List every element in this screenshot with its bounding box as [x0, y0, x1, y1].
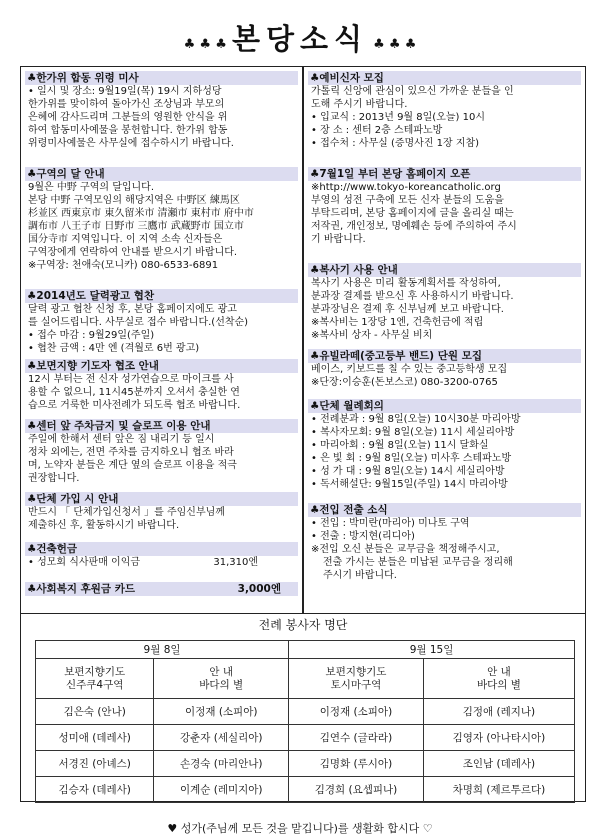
notice-body: [308, 413, 581, 491]
notice-monthly-meetings: [308, 399, 581, 491]
roster-cell: 김명화 (루시아): [289, 751, 424, 777]
roster-cell: 이계순 (레미지아): [154, 777, 289, 803]
roster-cell: 이정재 (소피아): [289, 699, 424, 725]
notice-line: • 장 소 : 센터 2층 스테파노방: [311, 125, 443, 136]
notice-line: • 마리아회 : 9월 8일(오늘) 11시 달화실: [311, 440, 489, 451]
notice-body: [308, 277, 581, 342]
notice-title-row: [25, 582, 298, 596]
notice-title: ♣단체 월례회의: [308, 399, 581, 413]
notice-line: • 접수 마감 : 9월29일(주일): [28, 330, 155, 341]
notice-body: [25, 506, 298, 532]
notice-body: [308, 363, 581, 389]
roster-cell: 성미애 (데레사): [36, 725, 154, 751]
notice-title: ♣건축헌금: [25, 542, 298, 556]
roster-cell: 서경진 (아녜스): [36, 751, 154, 777]
notice-line: • 협찬 금액 : 4만 엔 (격월로 6번 광고): [28, 343, 200, 354]
roster-header: 안 내 바다의 별: [423, 659, 574, 699]
notice-building-fund: [25, 542, 298, 569]
table-row: [36, 725, 575, 751]
notice-line: 전출 가시는 분들은 미납된 교무금을 정리해: [323, 557, 513, 568]
right-column: [304, 67, 585, 613]
notice-line: 9월은 中野 구역의 달입니다.: [28, 182, 155, 193]
notice-district-month: [25, 167, 298, 272]
notice-title: ♣한가위 합동 위령 미사: [25, 71, 298, 85]
notice-line: 하여 합동미사예물을 봉헌합니다. 한가위 합동: [28, 125, 228, 136]
notice-group-membership: [25, 492, 298, 532]
notice-welfare-card: [25, 582, 298, 596]
roster-cell: 김정애 (레지나): [423, 699, 574, 725]
notice-line: 정차 외에는, 전면 주차를 금지하오니 협조 바라: [28, 447, 234, 458]
volunteer-roster: [20, 614, 586, 802]
roster-cell: 김연수 (글라라): [289, 725, 424, 751]
notice-line: 용할 수 없으니, 11시45분까지 오셔서 충실한 연: [28, 387, 240, 398]
notice-transfers: [308, 503, 581, 582]
notice-line: 본당 中野 구역모임의 해당지역은 中野区 練馬区: [28, 195, 240, 206]
notice-title: ♣보면지향 기도자 협조 안내: [25, 359, 298, 373]
notice-line: 를 실어드립니다. 사무실로 접수 바랍니다.(선착순): [28, 317, 249, 328]
roster-header: 보편지향기도 토시마구역: [289, 659, 424, 699]
notice-body: [25, 85, 298, 150]
notice-line: • 전입 : 박미란(마리아) 미나토 구역: [311, 518, 470, 529]
roster-table: [35, 640, 575, 803]
header: [6, 8, 594, 70]
notice-line: 기 바랍니다.: [311, 234, 366, 245]
table-row: [36, 777, 575, 803]
notice-frame: [20, 66, 586, 614]
notice-line: 주시기 바랍니다.: [323, 570, 397, 581]
notice-line: 12시 부터는 전 신자 성가연습으로 마이크를 사: [28, 374, 234, 385]
notice-line: ※단장:이승훈(돈보스코) 080-3200-0765: [311, 377, 498, 388]
notice-line: 위령미사예물은 사무실에 접수하시기 바랍니다.: [28, 138, 234, 149]
notice-body: [25, 181, 298, 272]
welfare-amount: 3,000엔: [237, 583, 281, 595]
notice-calendar-ads: [25, 289, 298, 355]
notice-title: ♣2014년도 달력광고 협찬: [25, 289, 298, 303]
notice-body: [25, 373, 298, 412]
left-column: [21, 67, 302, 613]
roster-date-row: [36, 641, 575, 659]
notice-line: 분과장 결제를 받으신 후 사용하시기 바랍니다.: [311, 291, 514, 302]
notice-line: 구역장에게 연락하여 안내를 받으시기 바랍니다.: [28, 247, 238, 258]
clubs-ornament-left: ♣ ♣ ♣: [183, 37, 227, 52]
notice-line: 복사기 사용은 미리 활동계획서를 작성하여,: [311, 278, 501, 289]
notice-line: • 접수처 : 사무실 (증명사진 1장 지참): [311, 138, 480, 149]
fund-item: • 성모회 식사판매 이익금: [28, 557, 141, 568]
homepage-url[interactable]: ※http://www.tokyo-koreancatholic.org: [311, 182, 501, 193]
notice-title: ♣전입 전출 소식: [308, 503, 581, 517]
clubs-ornament-right: ♣ ♣ ♣: [373, 37, 417, 52]
roster-cell: 조인남 (데레사): [423, 751, 574, 777]
notice-line: • 독서해설단: 9월15일(주일) 14시 마리아방: [311, 479, 508, 490]
notice-title: ♣유빌라떼(중고등부 밴드) 단원 모집: [308, 349, 581, 363]
notice-title: ♣7월1일 부터 본당 홈페이지 오픈: [308, 167, 581, 181]
notice-line: 저작권, 개인정보, 명예훼손 등에 주의하여 주시: [311, 221, 517, 232]
notice-catechumen: [308, 71, 581, 150]
notice-body: [25, 303, 298, 355]
roster-cell: 김승자 (데레사): [36, 777, 154, 803]
notice-body: [308, 181, 581, 246]
roster-header-row: [36, 659, 575, 699]
notice-line: 권장합니다.: [28, 473, 80, 484]
notice-line: 베이스, 키보드를 칠 수 있는 중고등학생 모집: [311, 364, 508, 375]
roster-header: 안 내 바다의 별: [154, 659, 289, 699]
notice-line: 반드시 「 단체가입신청서 」를 주임신부님께: [28, 507, 225, 518]
notice-line: 가톨릭 신앙에 관심이 있으신 가까운 분들을 인: [311, 86, 514, 97]
notice-line: 분과장님은 결제 후 신부님께 보고 바랍니다.: [311, 304, 504, 315]
footer-motto: ♥ 성가(주님께 모든 것을 맡깁니다)를 생활화 합시다 ♡: [167, 822, 433, 835]
notice-line: • 일시 및 장소: 9월19일(목) 19시 지하성당: [28, 86, 222, 97]
notice-line: ※구역장: 천애숙(모니카) 080-6533-6891: [28, 260, 219, 271]
notice-homepage: [308, 167, 581, 246]
roster-date: 9월 8일: [36, 641, 289, 659]
notice-title: ♣사회복지 후원금 카드: [27, 583, 136, 595]
notice-line: • 입교식 : 2013년 9월 8일(오늘) 10시: [311, 112, 485, 123]
notice-body: [25, 433, 298, 485]
roster-cell: 김영자 (아나타시아): [423, 725, 574, 751]
table-row: [36, 699, 575, 725]
notice-line: 습으로 거룩한 미사전례가 되도록 협조 바랍니다.: [28, 400, 241, 411]
notice-line: 杉並区 西東京市 東久留米市 清瀬市 東村市 府中市: [28, 208, 254, 219]
roster-cell: 김경희 (요셉피나): [289, 777, 424, 803]
roster-cell: 손경숙 (마리안나): [154, 751, 289, 777]
table-row: [36, 751, 575, 777]
roster-header: 보편지향기도 신주쿠4구역: [36, 659, 154, 699]
notice-line: 며, 노약자 분들은 계단 옆의 슬로프 이용을 적극: [28, 460, 237, 471]
notice-title: ♣구역의 달 안내: [25, 167, 298, 181]
notice-title: ♣센터 앞 주차금지 및 슬로프 이용 안내: [25, 419, 298, 433]
roster-title: 전례 봉사자 명단: [258, 618, 348, 632]
page-title: 본당소식: [231, 22, 369, 56]
notice-line: 도해 주시기 바랍니다.: [311, 99, 408, 110]
notice-body: [308, 85, 581, 150]
roster-cell: 이정재 (소피아): [154, 699, 289, 725]
roster-cell: 강춘자 (세실리아): [154, 725, 289, 751]
notice-prayer-volunteers: [25, 359, 298, 412]
fund-row: [25, 556, 298, 569]
notice-line: • 은 빛 회 : 9월 8일(오늘) 미사후 스테파노방: [311, 453, 512, 464]
notice-line: 国分寺市 지역입니다. 이 지역 소속 신자들은: [28, 234, 223, 245]
notice-title: ♣복사기 사용 안내: [308, 263, 581, 277]
notice-line: ※복사비는 1장당 1엔, 건축헌금에 적립: [311, 317, 484, 328]
notice-line: 부영의 성전 구축에 모든 신자 분들의 도움을: [311, 195, 504, 206]
notice-title: ♣단체 가입 시 안내: [25, 492, 298, 506]
notice-line: 調布市 八王子市 日野市 三鷹市 武蔵野市 国立市: [28, 221, 244, 232]
fund-amount: 31,310엔: [213, 557, 258, 568]
notice-band-recruit: [308, 349, 581, 389]
notice-line: ※복사비 상자 - 사무실 비치: [311, 330, 433, 341]
notice-parking: [25, 419, 298, 485]
notice-title: ♣예비신자 모집: [308, 71, 581, 85]
notice-line: • 성 가 대 : 9월 8일(오늘) 14시 세실리아방: [311, 466, 505, 477]
notice-line: 부탁드리며, 본당 홈페이지에 글을 올리실 때는: [311, 208, 514, 219]
notice-line: • 전출 : 방지현(리디아): [311, 531, 415, 542]
notice-line: 제출하신 후, 활동하시기 바랍니다.: [28, 520, 180, 531]
notice-line: 달력 광고 협찬 신청 후, 본당 홈페이지에도 광고: [28, 304, 237, 315]
notice-line: 은혜에 감사드리며 그분들의 영원한 안식을 위: [28, 112, 228, 123]
notice-line: 한가위를 맞이하여 돌아가신 조상님과 부모의: [28, 99, 225, 110]
notice-copier: [308, 263, 581, 342]
notice-line: 주일에 한해서 센터 앞은 짐 내리기 등 일시: [28, 434, 215, 445]
roster-date: 9월 15일: [289, 641, 575, 659]
notice-line: • 복사자모회: 9월 8일(오늘) 11시 세실리아방: [311, 427, 515, 438]
notice-chuseok-mass: [25, 71, 298, 150]
notice-line: ※전입 오신 분들은 교무금을 책정해주시고,: [311, 544, 500, 555]
notice-body: [308, 517, 581, 582]
roster-cell: 김은숙 (안나): [36, 699, 154, 725]
roster-cell: 차명희 (제르투르다): [423, 777, 574, 803]
notice-line: • 전례분과 : 9월 8일(오늘) 10시30분 마리아방: [311, 414, 521, 425]
